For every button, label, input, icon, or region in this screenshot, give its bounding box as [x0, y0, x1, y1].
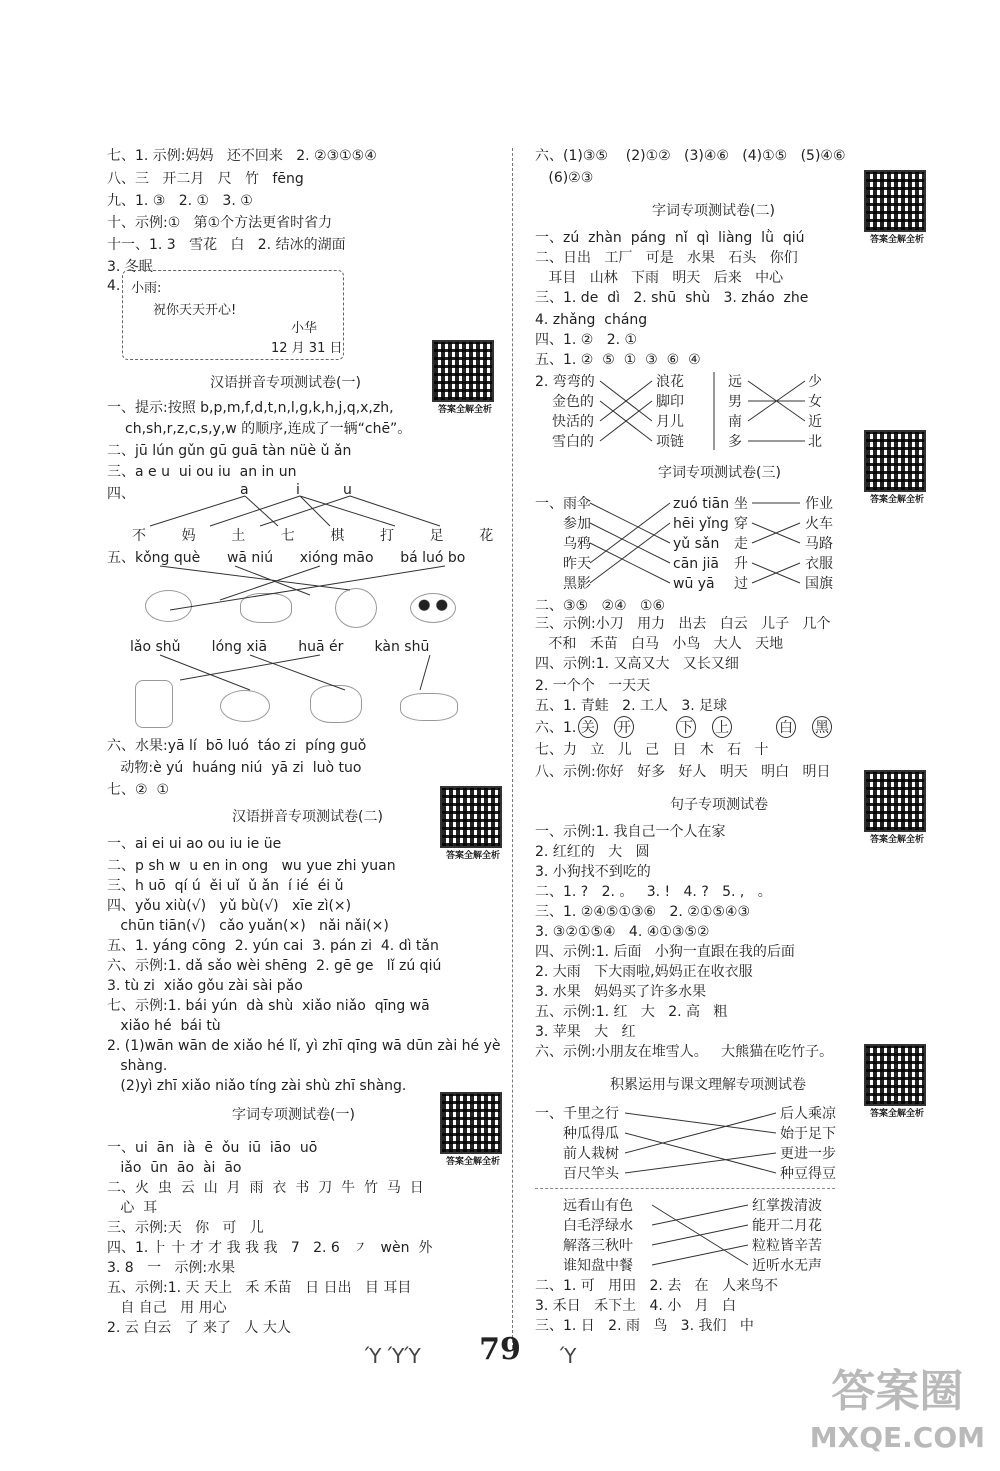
connector-line [600, 381, 652, 441]
answer-line: 八、示例:你好 好多 好人 明天 明白 明日 [535, 764, 831, 780]
frog-picture [240, 593, 292, 623]
answer-line: 九、1. ③ 2. ① 3. ① [107, 193, 253, 209]
match-left-item: 升 [734, 556, 748, 572]
match-left-item: 金色的 [552, 394, 594, 410]
match-left-item: 南 [728, 414, 742, 430]
answer-line: 3. 8 一 示例:水果 [107, 1260, 236, 1276]
answer-line: 五、1. 青蛙 2. 工人 3. 足球 [535, 698, 728, 714]
match-left-item: 解落三秋叶 [563, 1238, 633, 1254]
match-left-item: 黑影 [563, 576, 591, 592]
answer-line: 六、(1)③⑤ (2)①② (3)④⑥ (4)①⑤ (5)④⑥ [535, 148, 846, 164]
answer-line: 3. tù zi xiǎo gǒu zài sài pǎo [107, 978, 303, 994]
answer-line: 3. 苹果 大 红 [535, 1024, 636, 1040]
answer-line: 2. 红红的 大 圆 [535, 844, 650, 860]
answer-line: 动物:è yú huáng niú yā zi luò tuo [107, 760, 362, 776]
answer-line: (2)yì zhī xiǎo niǎo tíng zài shù zhī shàng. [107, 1078, 407, 1094]
match-right-item: 近听水无声 [752, 1258, 822, 1274]
answer-line: 一、ai ei ui ao ou iu ie üe [107, 836, 282, 852]
note-body: 祝你天天开心! [153, 303, 237, 318]
answer-line: 八、三 开二月 尺 竹 fēng [107, 171, 304, 187]
qr-code[interactable] [440, 786, 506, 861]
match-left-item: 白毛浮绿水 [563, 1218, 633, 1234]
answer-line: 三、1. 日 2. 雨 鸟 3. 我们 中 [535, 1318, 754, 1334]
match-left-item: 2. 弯弯的 [535, 374, 595, 390]
answer-line: 3. 冬眠 [107, 259, 153, 275]
answer-line: 六、水果:yā lí bō luó táo zi píng guǒ [107, 738, 367, 754]
match-left-item: 一、雨伞 [535, 496, 591, 512]
match-right-item: 衣服 [805, 556, 833, 572]
match-right-item: 粒粒皆辛苦 [752, 1238, 822, 1254]
answer-line: ch,sh,r,z,c,s,y,w 的顺序,连成了一辆“chē”。 [125, 421, 412, 437]
qr-image [864, 170, 926, 232]
match-right-item: 项链 [656, 434, 684, 450]
match-left-item: 前人栽树 [563, 1146, 619, 1162]
match-left-item: 雪白的 [552, 434, 594, 450]
answer-line: 五、1. ② ⑤ ① ③ ⑥ ④ [535, 352, 701, 368]
character-row: 不 妈 土 七 棋 打 足 花 [132, 528, 494, 544]
answer-line: 七、力 立 儿 己 日 木 石 十 [535, 742, 769, 758]
decoration-sprout-icon: Ύ ΎΎ [365, 1344, 421, 1368]
answer-line: lǎo shǔ lóng xiā huā ér kàn shū [130, 639, 430, 655]
match-right-item: 能开二月花 [752, 1218, 822, 1234]
answer-line: 4. [107, 278, 121, 294]
qr-caption: 答案全解全析 [445, 1157, 500, 1167]
match-right-item: 脚印 [656, 394, 684, 410]
match-left-item: 过 [734, 576, 748, 592]
answer-line: 三、1. de dì 2. shū shù 3. zháo zhe [535, 290, 809, 306]
answer-line: 四、示例:1. 又高又大 又长又细 [535, 656, 739, 672]
peacock-picture [335, 588, 377, 628]
vowel-u: u [343, 482, 352, 498]
match-right-item: hēi yǐng [673, 516, 729, 532]
choice-option: 上 [712, 716, 732, 738]
qr-caption: 答案全解全析 [445, 851, 500, 861]
answer-line: xiǎo hé bái tù [107, 1018, 221, 1034]
answer-line: 自 自己 用 用心 [107, 1300, 227, 1316]
match-right-item: yǔ sǎn [673, 536, 720, 552]
qr-code[interactable] [864, 770, 930, 845]
answer-line: 二、火 虫 云 山 月 雨 衣 书 刀 牛 竹 马 日 [107, 1180, 424, 1196]
match-right-item: 近 [808, 414, 822, 430]
match-right-item: 更进一步 [780, 1146, 836, 1162]
match-left-item: 谁知盘中餐 [563, 1258, 633, 1274]
match-right-item: 后人乘凉 [780, 1106, 836, 1122]
answer-line: 四、1. ② 2. ① [535, 332, 638, 348]
vowel-a: a [240, 482, 249, 498]
object-pictures-row [130, 675, 470, 730]
qr-caption: 答案全解全析 [869, 235, 924, 245]
circled-choices [578, 716, 1000, 740]
answer-line: 四、 [107, 486, 135, 502]
connector-line [150, 496, 440, 526]
answer-line: 一、示例:1. 我自己一个人在家 [535, 824, 726, 840]
choice-circled: 下 [676, 716, 696, 738]
match-left-item: 坐 [734, 496, 748, 512]
match-right-item: 作业 [805, 496, 833, 512]
qr-image [432, 340, 494, 402]
answer-line: 一、ui ān ià ē ǒu iū iāo uō [107, 1140, 318, 1156]
answer-line: 三、1. ②④⑤①③⑥ 2. ②①⑤④③ [535, 904, 751, 920]
note-salutation: 小雨: [131, 281, 162, 296]
watermark-logo: 答案圈 [831, 1366, 964, 1417]
answer-line: iǎo ūn āo ài āo [107, 1160, 242, 1176]
snail-picture [145, 590, 192, 622]
answer-line: 三、示例:天 你 可 儿 [107, 1220, 264, 1236]
match-right-item: 火车 [805, 516, 833, 532]
answer-line: 2. 大雨 下大雨啦,妈妈正在收衣服 [535, 964, 753, 980]
match-right-item: 北 [808, 434, 822, 450]
match-left-item: 昨天 [563, 556, 591, 572]
section-title: 字词专项测试卷(一) [232, 1107, 355, 1123]
match-left-item: 远看山有色 [563, 1198, 633, 1214]
answer-line: 三、示例:小刀 用力 出去 白云 儿子 几个 [535, 616, 831, 632]
answer-line: 五、1. yáng cōng 2. yún cai 3. pán zi 4. dì tǎn [107, 938, 439, 954]
flowers-picture [400, 693, 458, 721]
answer-line: 二、1. 可 用田 2. 去 在 人来鸟不 [535, 1278, 779, 1294]
answer-line: 六、1. [535, 720, 577, 736]
answer-line: 2. 云 白云 了 来了 人 大人 [107, 1320, 291, 1336]
answer-line: 七、示例:1. bái yún dà shù xiǎo niǎo qīng wā [107, 998, 430, 1014]
answer-line: 六、示例:小朋友在堆雪人。 大熊猫在吃竹子。 [535, 1044, 834, 1060]
match-right-item: 浪花 [656, 374, 684, 390]
match-right-item: 种豆得豆 [780, 1166, 836, 1182]
answer-line: 四、示例:1. 后面 小狗一直跟在我的后面 [535, 944, 795, 960]
note-signature: 小华 [291, 321, 318, 336]
connector-line [625, 1113, 776, 1173]
match-right-item: 红掌拨清波 [752, 1198, 822, 1214]
answer-line: 四、1. ⺊ 十 才 才 我 我 我 7 2. 6 ㇇ wèn 外 [107, 1240, 433, 1256]
match-right-item: 少 [808, 374, 822, 390]
choice-circled: 白 [776, 716, 796, 738]
qr-caption: 答案全解全析 [869, 495, 924, 505]
match-right-item: cān jiā [673, 556, 719, 572]
qr-image [440, 1092, 502, 1154]
note-date: 12 月 31 日 [271, 341, 343, 356]
watermark [809, 1366, 985, 1461]
match-left-item: 远 [728, 374, 742, 390]
section-title: 积累运用与课文理解专项测试卷 [610, 1077, 806, 1093]
connector-line [752, 503, 800, 583]
match-left-item: 百尺竿头 [563, 1166, 619, 1182]
answer-line: 七、② ① [107, 782, 170, 798]
choice-option: 开 [614, 716, 634, 738]
answer-line: 六、示例:1. dǎ sǎo wèi shēng 2. gē ge lǐ zú qiú [107, 958, 442, 974]
answer-line: 二、③⑤ ②④ ①⑥ [535, 598, 666, 614]
qr-code[interactable] [864, 430, 930, 505]
note-card [122, 270, 344, 360]
qr-code[interactable] [864, 170, 930, 245]
choice-option: 黑 [812, 716, 832, 738]
answer-line: 3. ③②①⑤④ 4. ④①③⑤② [535, 924, 710, 940]
match-left-item: 一、千里之行 [535, 1106, 619, 1122]
answer-line: 七、1. 示例:妈妈 还不回来 2. ②③①⑤④ [107, 148, 377, 164]
answer-line: 3. 水果 妈妈买了许多水果 [535, 984, 707, 1000]
answer-line: chūn tiān(√) cǎo yuǎn(×) nǎi nǎi(×) [107, 918, 389, 934]
answer-line: (6)②③ [535, 170, 594, 186]
answer-line: 二、日出 工厂 可是 水果 石头 你们 [535, 250, 798, 266]
answer-line: 二、1. ? 2. 。 3. ! 4. ? 5. , 。 [535, 884, 772, 900]
watermark-url: MXQE.COM [809, 1421, 985, 1454]
answer-line: 4. zhǎng cháng [535, 312, 648, 328]
qr-caption: 答案全解全析 [869, 1109, 924, 1119]
qr-code[interactable] [440, 1092, 506, 1167]
answer-line: 五、示例:1. 天 天上 禾 禾苗 日 日出 目 耳目 [107, 1280, 412, 1296]
panda-picture [410, 593, 456, 623]
answer-line: 心 耳 [107, 1200, 158, 1216]
column-divider [512, 148, 513, 1348]
match-right-item: 女 [808, 394, 822, 410]
match-right-item: 始于足下 [780, 1126, 836, 1142]
answer-line: 一、zú zhàn páng nǐ qì liàng lǜ qiú [535, 230, 805, 246]
match-right-item: wū yā [673, 576, 715, 592]
shrimp-picture [310, 685, 362, 723]
mouse-picture [220, 690, 270, 722]
section-title: 字词专项测试卷(三) [658, 465, 781, 481]
connector-line [748, 381, 805, 441]
qr-image [864, 770, 926, 832]
match-left-item: 乌鸦 [563, 536, 591, 552]
section-title: 汉语拼音专项测试卷(二) [232, 809, 383, 825]
answer-line: 一、提示:按照 b,p,m,f,d,t,n,l,g,k,h,j,q,x,zh, [107, 400, 394, 416]
qr-caption: 答案全解全析 [869, 835, 924, 845]
match-left-item: 快活的 [552, 414, 594, 430]
vowel-i: i [296, 482, 300, 498]
connector-line [652, 1205, 748, 1265]
match-right-item: 国旗 [805, 576, 833, 592]
match-left-item: 种瓜得瓜 [563, 1126, 619, 1142]
qr-code[interactable] [432, 340, 498, 415]
decoration-sprout-icon: Ύ [560, 1344, 577, 1368]
qr-image [864, 430, 926, 492]
section-title: 汉语拼音专项测试卷(一) [210, 375, 361, 391]
answer-line: 耳目 山林 下雨 明天 后来 中心 [535, 270, 784, 286]
dashed-separator [535, 1188, 835, 1189]
answer-line: 3. 禾日 禾下土 4. 小 月 白 [535, 1298, 737, 1314]
match-left-item: 多 [728, 434, 742, 450]
match-left-item: 穿 [734, 516, 748, 532]
animal-pictures-row [140, 578, 470, 633]
answer-line: shàng. [107, 1058, 168, 1074]
answer-line: 二、p sh w u en in ong wu yue zhi yuan [107, 858, 396, 874]
choice-circled: 关 [578, 716, 598, 738]
match-right-item: zuó tiān [673, 496, 730, 512]
qr-image [864, 1044, 926, 1106]
answer-line: 2. 一个个 一天天 [535, 678, 651, 694]
qr-image [440, 786, 502, 848]
answer-line: 三、a e u ui ou iu an in un [107, 464, 297, 480]
boy-reading-picture [135, 680, 173, 728]
page-number: 79 [479, 1332, 521, 1367]
answer-line: 不和 禾苗 白马 小鸟 大人 天地 [535, 636, 784, 652]
answer-line: 二、jū lún gǔn gū guā tàn nüè ǔ ǎn [107, 443, 352, 459]
qr-code[interactable] [864, 1044, 930, 1119]
answer-line: 3. 小狗找不到吃的 [535, 864, 651, 880]
answer-line: 十、示例:① 第①个方法更省时省力 [107, 215, 333, 231]
connector-line [590, 503, 670, 583]
answer-line: 十一、1. 3 雪花 白 2. 结冰的湖面 [107, 237, 346, 253]
answer-line: 2. (1)wān wān de xiǎo hé lǐ, yì zhī qīng wā dūn zài hé yè [107, 1038, 501, 1054]
section-title: 句子专项测试卷 [670, 797, 768, 813]
match-left-item: 走 [734, 536, 748, 552]
section-title: 字词专项测试卷(二) [652, 203, 775, 219]
answer-line: 四、yǒu xiù(√) yǔ bù(√) xīe zì(×) [107, 898, 352, 914]
qr-caption: 答案全解全析 [437, 405, 492, 415]
answer-line: 五、kǒng què wā niú xióng māo bá luó bo [107, 550, 466, 566]
match-left-item: 参加 [563, 516, 591, 532]
match-right-item: 月儿 [656, 414, 684, 430]
match-left-item: 男 [728, 394, 742, 410]
answer-line: 五、示例:1. 红 大 2. 高 粗 [535, 1004, 728, 1020]
match-right-item: 马路 [805, 536, 833, 552]
answer-line: 三、h uō qí ú ěi uǐ ǔ ǎn í ié éi ǔ [107, 878, 344, 894]
